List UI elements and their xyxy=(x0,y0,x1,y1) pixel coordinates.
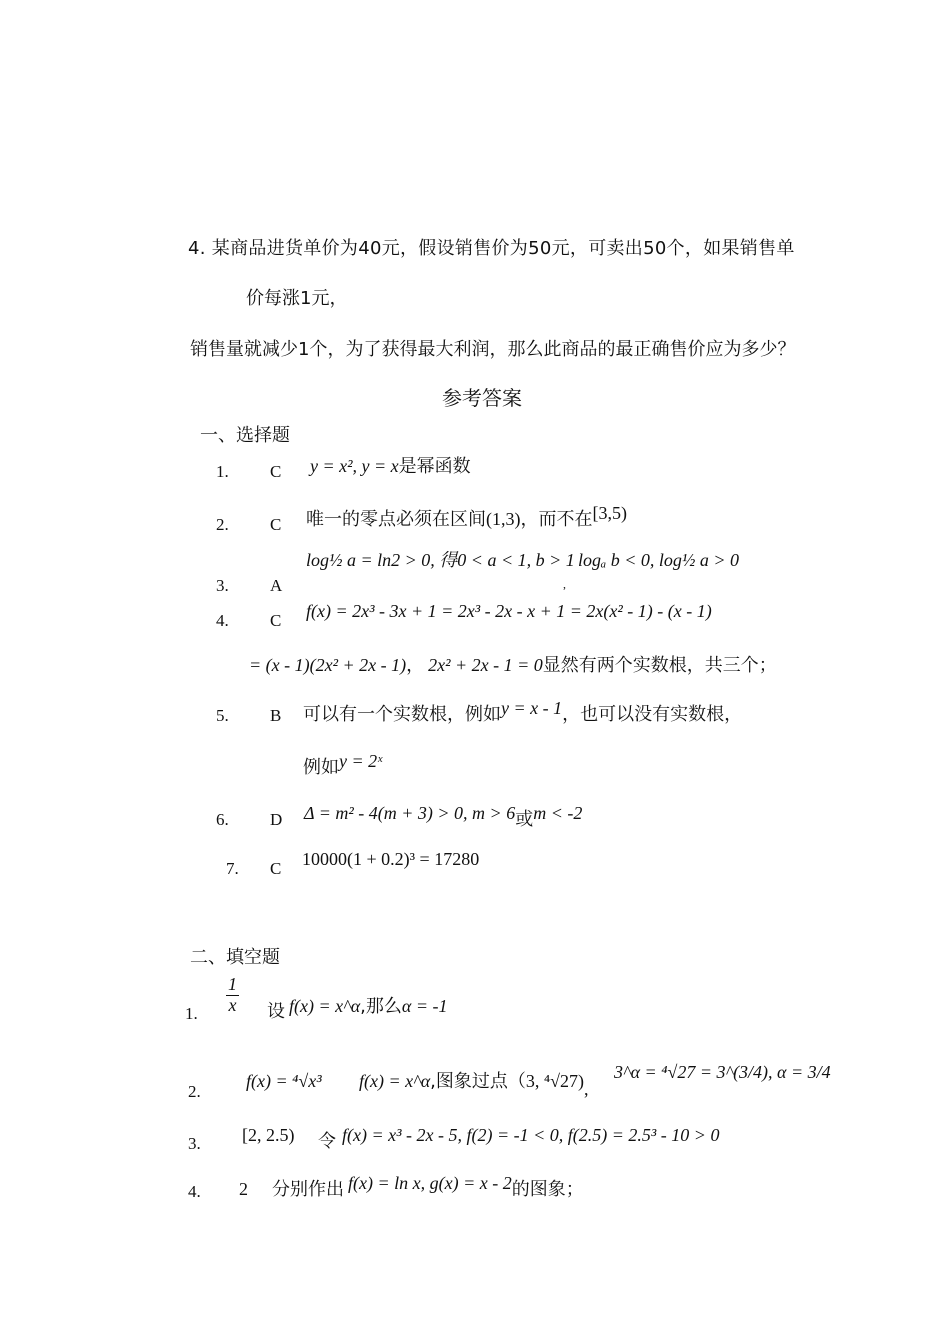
s2-item4-num: 4. xyxy=(188,1182,201,1201)
s1-item1-answer xyxy=(310,457,471,476)
s1-item6-answer xyxy=(304,803,583,830)
s1-item4-line2-math-b: 2x² + 2x - 1 = 0 xyxy=(428,655,543,675)
s2-item1-text-a: 设 xyxy=(267,1001,285,1022)
s2-item2-text-b: ) xyxy=(578,1071,585,1091)
s2-item2-text-a: ,图象过点（ xyxy=(430,1071,526,1092)
s1-item7-letter: C xyxy=(270,859,282,878)
s1-item7-math: 10000(1 + 0.2)³ = 17280 xyxy=(302,849,480,869)
s1-item4-num: 4. xyxy=(216,611,229,630)
s1-item2-letter: C xyxy=(270,515,282,534)
s1-item2-answer xyxy=(306,503,627,530)
s2-item1-explain xyxy=(267,996,448,1022)
s1-item1-letter: C xyxy=(270,462,282,481)
s2-item3-math-a: f(x) = x³ - 2x - 5, f(2) = -1 < 0, f(2.5) = 2.5³ - 10 > 0 xyxy=(342,1125,720,1145)
s2-item1-answer xyxy=(226,975,239,1016)
s2-item3-num: 3. xyxy=(188,1134,201,1153)
s1-item4-line2-math: = (x - 1)(2x² + 2x - 1) xyxy=(249,655,407,675)
s1-item2-math-a: (1,3) xyxy=(486,509,521,529)
s1-item1-text: 是幂函数 xyxy=(398,456,471,477)
s2-item1-num: 1. xyxy=(185,1004,198,1023)
s1-item5-line2-math: y = 2ˣ xyxy=(339,751,383,771)
s1-item4-line2-sep: ， xyxy=(406,655,425,676)
s1-item2-math-b: [3,5) xyxy=(592,503,627,523)
s2-item4-text-a: 分别作出 xyxy=(272,1179,344,1200)
section1-heading: 一、选择题 xyxy=(200,425,290,446)
s1-item5-line2 xyxy=(303,751,383,778)
s1-item6-math: Δ = m² - 4(m + 3) > 0, m > 6 xyxy=(304,803,516,823)
s2-item2-math-a: f(x) = x^α xyxy=(359,1071,431,1091)
s1-item4-line2 xyxy=(249,656,777,675)
s1-item4-math: f(x) = 2x³ - 3x + 1 = 2x³ - 2x - x + 1 = 2x(x² - 1) - (x - 1) xyxy=(306,601,712,621)
s1-item5-text-b: ，也可以没有实数根， xyxy=(562,704,743,725)
s2-item1-frac-den: x xyxy=(228,994,237,1015)
s2-item4-math-a: f(x) = ln x, g(x) = x - 2 xyxy=(348,1173,512,1193)
s1-item4-line2-text: 显然有两个实数根，共三个； xyxy=(542,655,777,676)
s1-item6-letter: D xyxy=(270,810,283,829)
s2-item2-sep: , xyxy=(584,1079,589,1099)
s1-item2-text-a: 唯一的零点必须在区间 xyxy=(306,509,486,530)
s1-item6-math-b: m < -2 xyxy=(533,803,583,823)
s1-item6-num: 6. xyxy=(216,810,229,829)
s2-item4-answer: 2 xyxy=(239,1179,248,1199)
s2-item1-fraction xyxy=(226,975,239,1016)
s2-item1-math-b: α = -1 xyxy=(401,996,448,1016)
section2-heading: 二、填空题 xyxy=(190,947,280,968)
s1-item3-sep: , xyxy=(563,577,566,591)
s1-item5-num: 5. xyxy=(216,706,229,725)
s2-item1-text-b: ,那么 xyxy=(360,996,402,1017)
s2-item2-answer: f(x) = ⁴√x³ xyxy=(246,1071,322,1091)
s2-item4-explain xyxy=(272,1173,584,1200)
s2-item3-answer: [2, 2.5) xyxy=(242,1125,295,1145)
s2-item2-explain xyxy=(359,1071,589,1099)
s1-item3-math-b: logₐ b < 0, log½ a > 0 xyxy=(578,550,740,570)
s2-item1-math-a: f(x) = x^α xyxy=(289,996,361,1016)
problem4-line1: 4. 某商品进货单价为40元，假设销售价为50元，可卖出50个，如果销售单 xyxy=(188,238,795,259)
s1-item5-text-a: 可以有一个实数根，例如 xyxy=(303,704,501,725)
s1-item3-letter: A xyxy=(270,576,283,595)
s2-item3-explain xyxy=(318,1125,720,1152)
s1-item5-line2-text: 例如 xyxy=(303,757,339,778)
s1-item2-num: 2. xyxy=(216,515,229,534)
s2-item4-text-b: 的图象； xyxy=(511,1179,584,1200)
s1-item5-math-a: y = x - 1 xyxy=(501,698,563,718)
s2-item2-math-b: 3, ⁴√27 xyxy=(525,1071,579,1091)
s2-item2-math-c: 3^α = ⁴√27 = 3^(3/4), α = 3/4 xyxy=(614,1062,831,1082)
s1-item2-text-b: ，而不在 xyxy=(520,509,593,530)
s2-item3-text-a: 令 xyxy=(318,1131,336,1152)
answers-title: 参考答案 xyxy=(442,386,522,410)
s1-item1-num: 1. xyxy=(216,462,229,481)
s1-item3-num: 3. xyxy=(216,576,229,595)
s1-item6-text: 或 xyxy=(515,809,534,830)
s1-item7-num: 7. xyxy=(226,859,239,878)
s1-item3-math-a: log½ a = ln2 > 0, 得0 < a < 1, b > 1 xyxy=(306,550,575,570)
s2-item2-num: 2. xyxy=(188,1082,201,1101)
s1-item4-letter: C xyxy=(270,611,282,630)
s1-item1-math: y = x², y = x xyxy=(310,456,399,476)
problem4-line3: 销售量就减少1个，为了获得最大利润，那么此商品的最正确售价应为多少？ xyxy=(190,339,796,360)
s1-item5-answer xyxy=(303,698,743,725)
problem4-line2: 价每涨1元， xyxy=(246,288,348,309)
s1-item5-letter: B xyxy=(270,706,282,725)
s2-item1-frac-num: 1 xyxy=(228,974,237,994)
